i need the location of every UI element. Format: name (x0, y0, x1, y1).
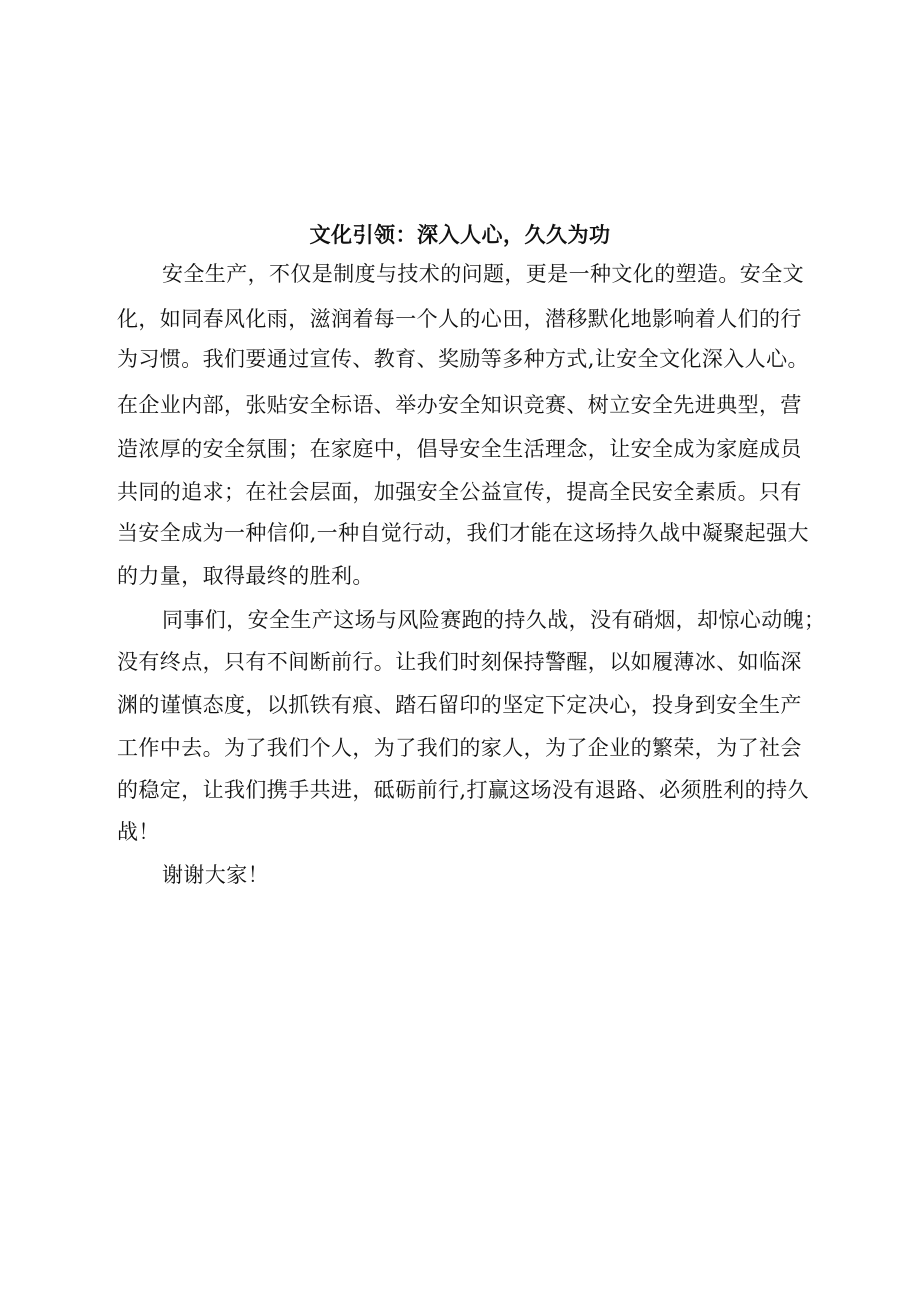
paragraph-2-line: 同事们，安全生产这场与风险赛跑的持久战，没有硝烟，却惊心动魄； (162, 608, 826, 632)
paragraph-1-line: 造浓厚的安全氛围；在家庭中，倡导安全生活理念，让安全成为家庭成员 (117, 437, 802, 461)
paragraph-2-line: 战！ (117, 820, 160, 844)
paragraph-1-line: 共同的追求；在社会层面，加强安全公益宣传，提高全民安全素质。只有 (117, 480, 802, 504)
closing-line: 谢谢大家！ (162, 863, 269, 887)
paragraph-2-line: 没有终点，只有不间断前行。让我们时刻保持警醒，以如履薄冰、如临深 (117, 650, 802, 674)
paragraph-1-line: 在企业内部，张贴安全标语、举办安全知识竞赛、树立安全先进典型，营 (117, 393, 802, 417)
paragraph-2-line: 工作中去。为了我们个人，为了我们的家人，为了企业的繁荣，为了社会 (117, 736, 802, 760)
paragraph-2-line: 的稳定，让我们携手共进，砥砺前行,打赢这场没有退路、必须胜利的持久 (117, 778, 809, 802)
paragraph-1-line: 安全生产，不仅是制度与技术的问题，更是一种文化的塑造。安全文 (162, 262, 804, 286)
paragraph-1-line: 为习惯。我们要通过宣传、教育、奖励等多种方式,让安全文化深入人心。 (117, 347, 809, 371)
paragraph-1-line: 当安全成为一种信仰,一种自觉行动，我们才能在这场持久战中凝聚起强大 (117, 521, 809, 545)
paragraph-2-line: 渊的谨慎态度，以抓铁有痕、踏石留印的坚定下定决心，投身到安全生产 (117, 693, 802, 717)
paragraph-1-line: 化，如同春风化雨，滋润着每一个人的心田，潜移默化地影响着人们的行 (117, 307, 802, 331)
section-title: 文化引领：深入人心，久久为功 (309, 222, 611, 247)
paragraph-1-line: 的力量，取得最终的胜利。 (117, 564, 374, 588)
